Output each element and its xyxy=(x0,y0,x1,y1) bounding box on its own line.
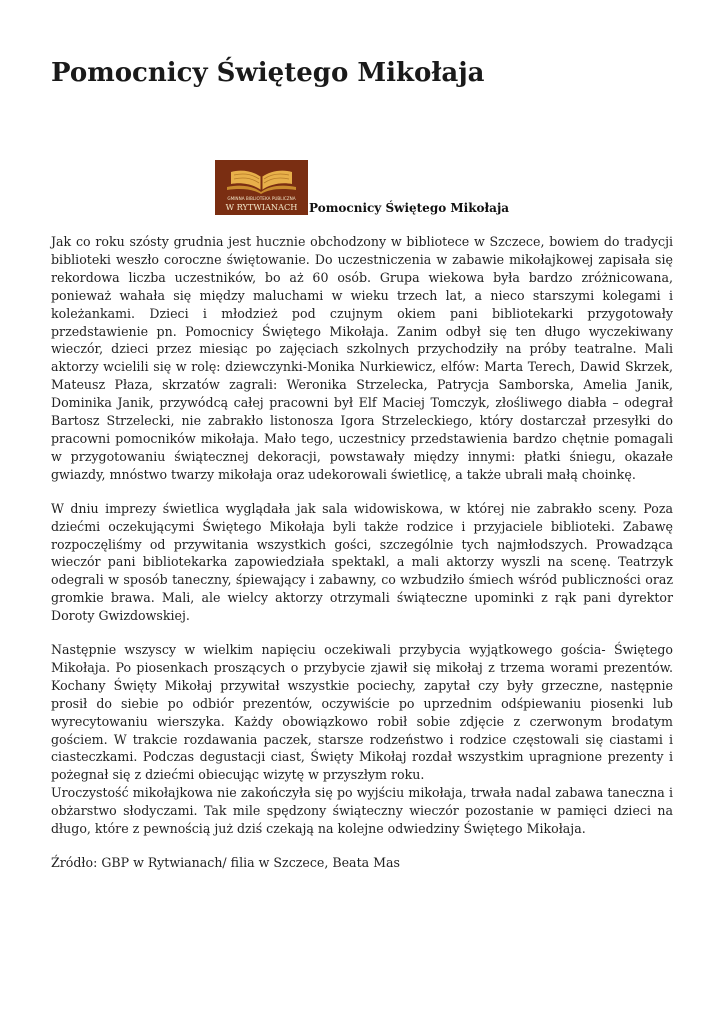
svg-text:W RYTWIANACH: W RYTWIANACH xyxy=(225,202,298,212)
logo-row xyxy=(215,159,509,215)
page-title: Pomocnicy Świętego Mikołaja xyxy=(51,58,485,88)
svg-text:GMINNA BIBLIOTEKA PUBLICZNA: GMINNA BIBLIOTEKA PUBLICZNA xyxy=(227,196,296,201)
logo-caption: Pomocnicy Świętego Mikołaja xyxy=(309,201,510,215)
source-note: Źródło: GBP w Rytwianach/ filia w Szczece, Beata Mas xyxy=(51,855,401,870)
paragraph-1: Jak co roku szósty grudnia jest hucznie obchodzony w bibliotece w Szczece, bowiem do tradycji biblioteki weszło coroczne świętowanie. Do uczestniczenia w zabawie mikołajkowej zapisała się rekordowa liczba uczestników, bo aż 60 osób. Grupa wiekowa była bardzo zróżnicowana, ponieważ wahała się między maluchami w wieku trzech lat, a nieco starszymi kolegami i koleżankami. Dzieci i młodzież pod czujnym okiem pani bibliotekarki przygotowały przedstawienie pn. Pomocnicy Świętego Mikołaja. Zanim odbył się ten długo wyczekiwany wieczór, dzieci przez miesiąc po zajęciach szkolnych przychodziły na próby teatralne. Mali aktorzy wcielili się w rolę: dziewczynki-Monika Nurkiewicz, elfów: Marta Terech, Dawid Skrzek, Mateusz Płaza, skrzatów zagrali: Weronika Strzelecka, Patrycja Samborska, Amelia Janik, Dominika Janik, przywódcą całej pracowni był Elf Maciej Tomczyk, złośliwego diabła – odegrał Bartosz Strzelecki, nie zabrakło listonosza Igora Strzeleckiego, który dostarczał przesyłki do pracowni pomocników mikołaja. Mało tego, uczestnicy przedstawienia bardzo chętnie pomagali w przygotowaniu świątecznej dekoracji, powstawały między innymi: płatki śniegu, okazałe gwiazdy, mnóstwo twarzy mikołaja oraz udekorowali świetlicę, a także ubrali małą choinkę. xyxy=(51,234,673,482)
article-body xyxy=(51,233,673,888)
paragraph-4: Uroczystość mikołajkowa nie zakończyła się po wyjściu mikołaja, trwała nadal zabawa taneczna i obżarstwo słodyczami. Tak mile spędzony świąteczny wieczór pozostanie w pamięci dzieci na długo, które z pewnością już dziś czekają na kolejne odwiedziny Świętego Mikołaja. xyxy=(51,785,673,837)
library-logo xyxy=(215,160,308,215)
paragraph-2: W dniu imprezy świetlica wyglądała jak sala widowiskowa, w której nie zabrakło sceny. Poza dziećmi oczekującymi Świętego Mikołaja byli także rodzice i przyjaciele biblioteki. Zabawę rozpoczęliśmy od przywitania wszystkich gości, szczególnie tych najmłodszych. Prowadząca wieczór pani bibliotekarka zapowiedziała spektakl, a mali aktorzy wyszli na scenę. Teatrzyk odegrali w sposób taneczny, śpiewający i zabawny, co wzbudziło śmiech wśród publiczności oraz gromkie brawa. Mali, ale wielcy aktorzy otrzymali świąteczne upominki z rąk pani dyrektor Doroty Gwizdowskiej. xyxy=(51,500,673,624)
open-book-icon xyxy=(215,160,308,215)
paragraph-3: Następnie wszyscy w wielkim napięciu oczekiwali przybycia wyjątkowego gościa- Świętego Mikołaja. Po piosenkach proszących o przybycie zjawił się mikołaj z trzema worami prezentów. Kochany Święty Mikołaj przywitał wszystkie pociechy, zapytał czy były grzeczne, następnie prosił do siebie po odbiór prezentów, oczywiście po uprzednim odśpiewaniu piosenki lub wyrecytowaniu wierszyka. Każdy obowiązkowo robił sobie zdjęcie z czerwonym brodatym gościem. W trakcie rozdawania paczek, starsze rodzeństwo i rodzice częstowali się ciastami i ciasteczkami. Podczas degustacji ciast, Święty Mikołaj rozdał wszystkim upragnione prezenty i pożegnał się z dziećmi obiecując wizytę w przyszłym roku. xyxy=(51,642,673,783)
